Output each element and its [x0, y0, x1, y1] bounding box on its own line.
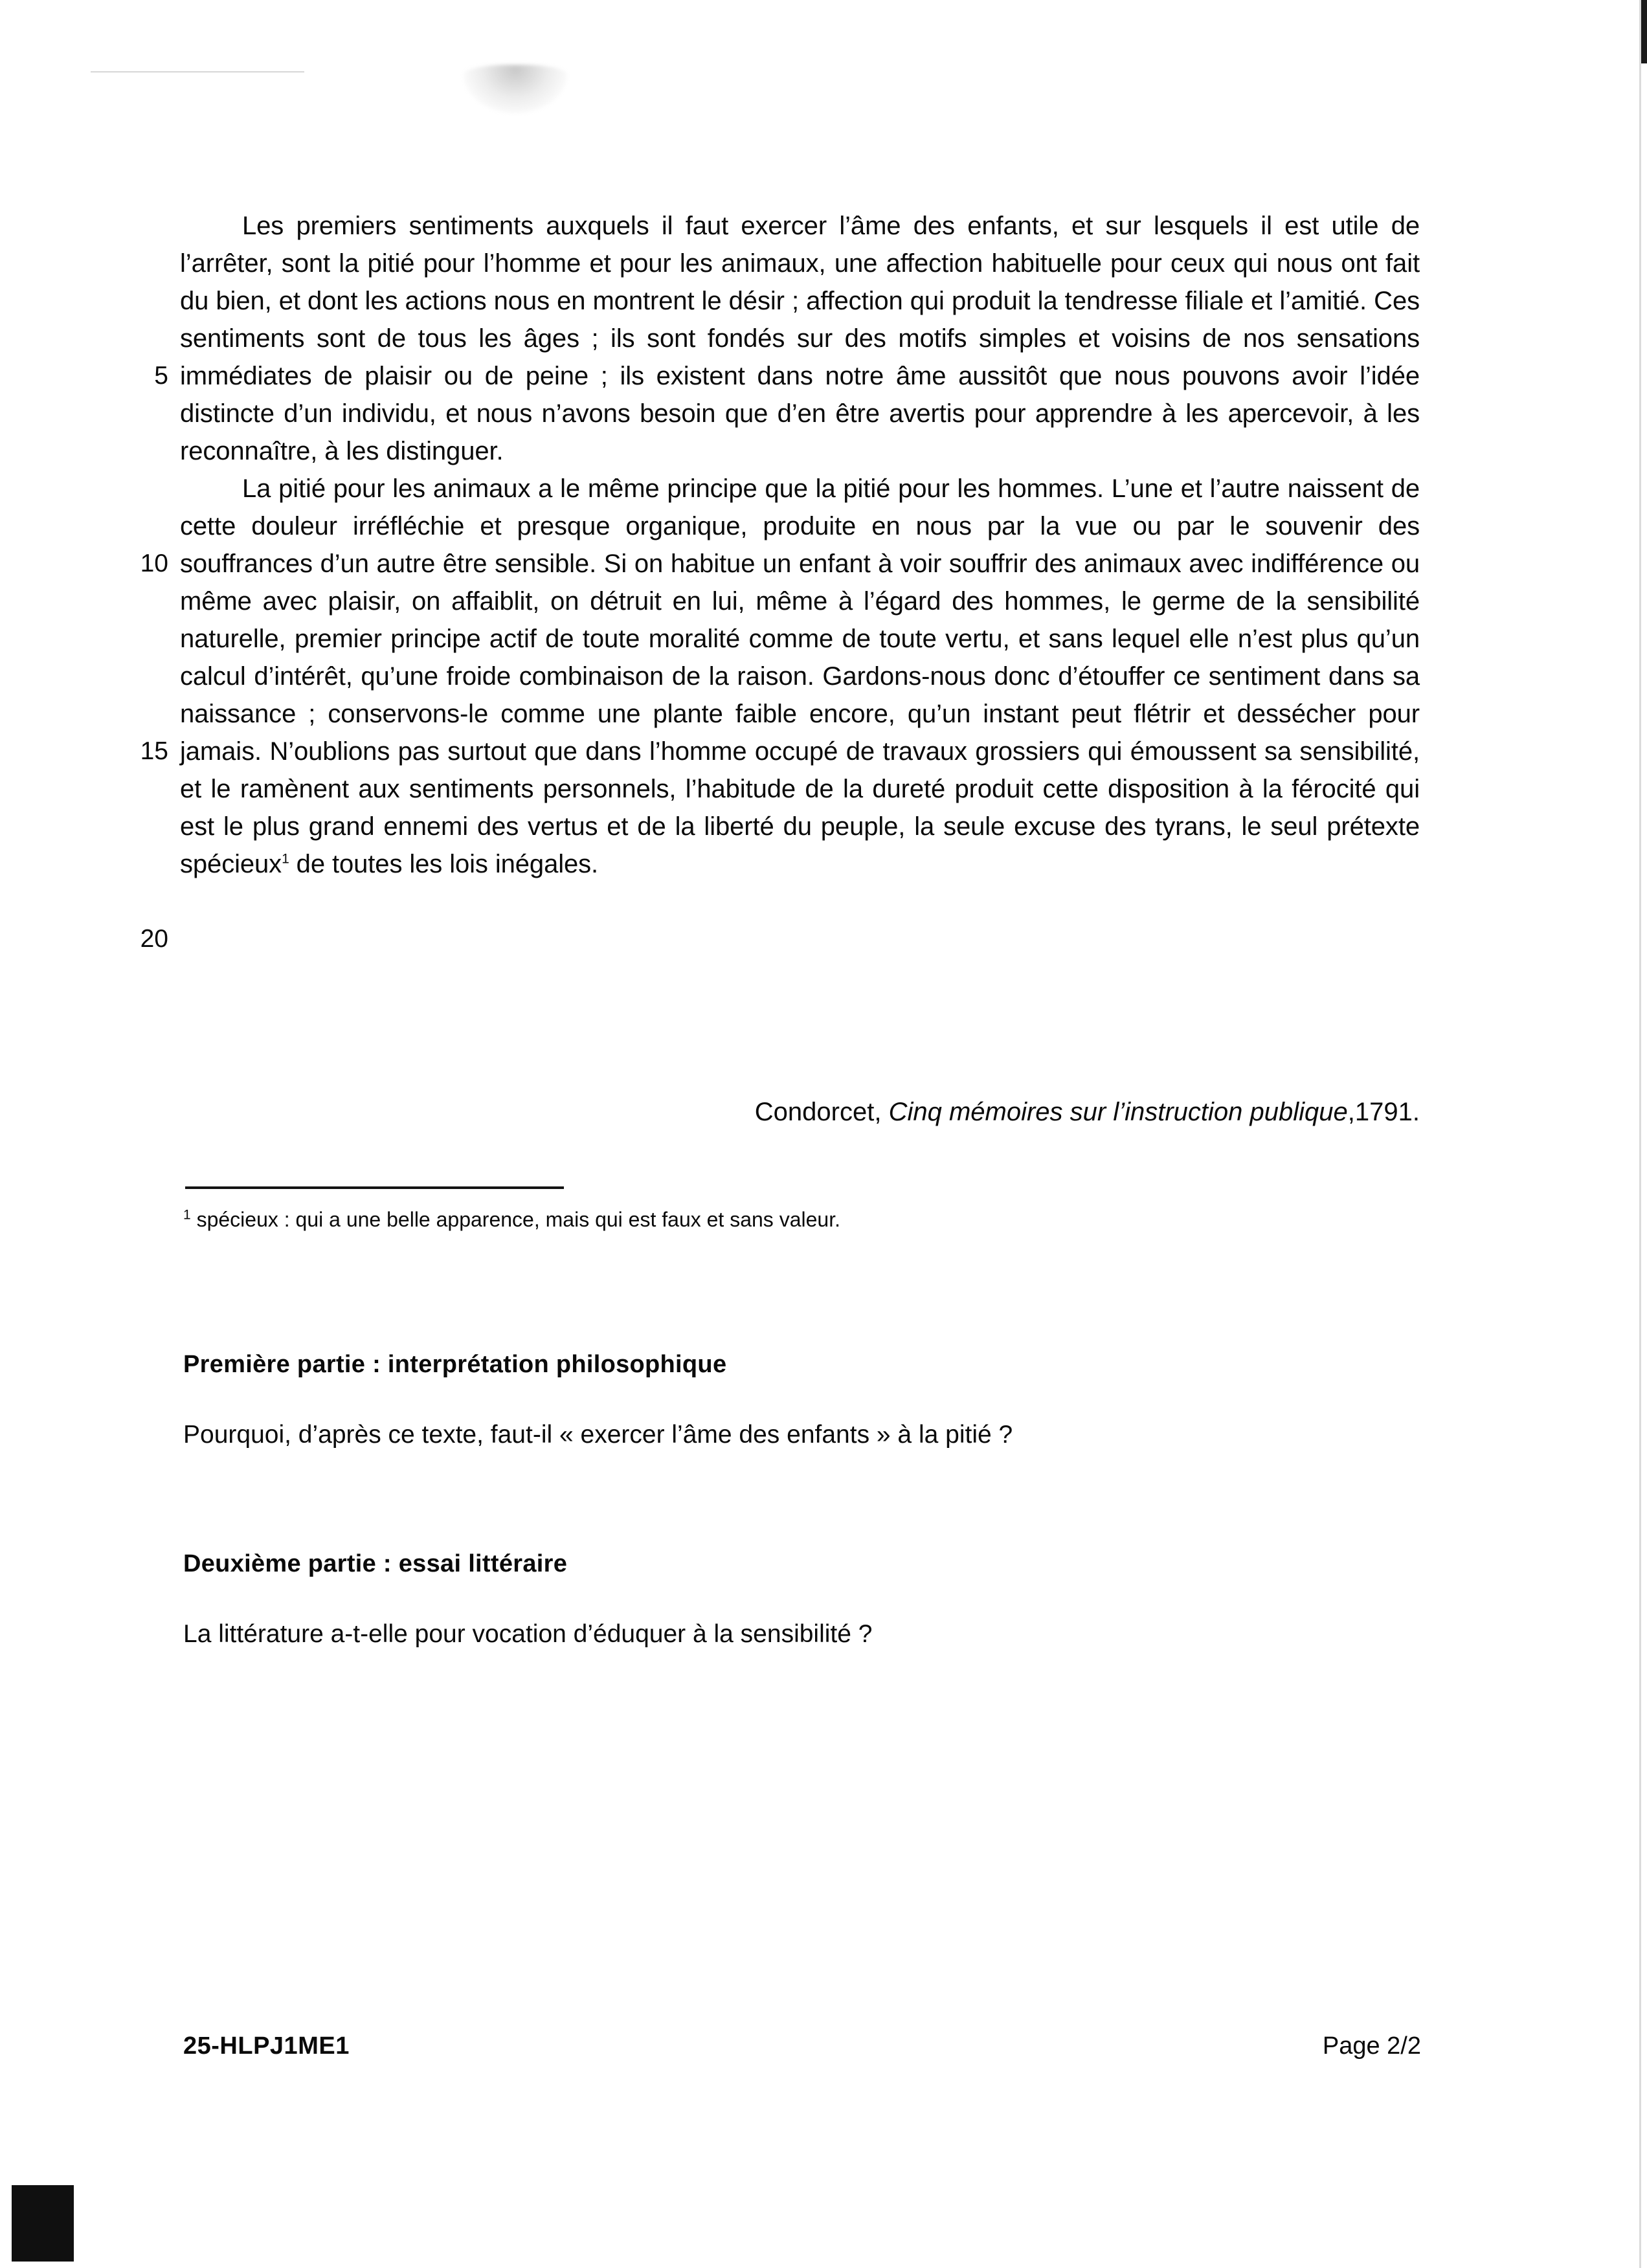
line-number [97, 770, 168, 808]
line-number [97, 320, 168, 357]
attribution-year: ,1791. [1347, 1098, 1420, 1126]
footnote-reference-marker: 1 [282, 851, 289, 867]
excerpt-text [180, 207, 1420, 883]
line-number [97, 695, 168, 733]
footnote [183, 1205, 1413, 1234]
line-number [97, 470, 168, 507]
exam-code: 25-HLPJ1ME1 [183, 2032, 350, 2060]
line-number [97, 883, 168, 920]
line-number [97, 395, 168, 432]
line-number [97, 583, 168, 620]
attribution-work-title: Cinq mémoires sur l’instruction publique [888, 1098, 1348, 1126]
scan-edge-right-line-artifact [1639, 0, 1641, 2268]
section-part-one [183, 1348, 1423, 1452]
line-number [97, 620, 168, 658]
line-number [97, 507, 168, 545]
line-number-gutter [97, 207, 168, 995]
line-number [97, 808, 168, 845]
excerpt-paragraph-2 [180, 470, 1420, 883]
line-number [97, 207, 168, 245]
line-number [97, 658, 168, 695]
scan-edge-right-artifact [1641, 0, 1647, 63]
scan-smudge-artifact [464, 65, 567, 113]
part-one-heading: Première partie : interprétation philosophique [183, 1351, 727, 1378]
attribution-author: Condorcet, [754, 1098, 889, 1126]
line-number-10: 10 [140, 550, 168, 577]
line-number [97, 958, 168, 995]
part-two-question: La littérature a-t-elle pour vocation d’éduquer à la sensibilité ? [183, 1620, 873, 1648]
footnote-text: spécieux : qui a une belle apparence, mais qui est faux et sans valeur. [190, 1208, 840, 1231]
line-number [97, 282, 168, 320]
line-number-15: 15 [140, 737, 168, 765]
excerpt-paragraph-2-tail: de toutes les lois inégales. [289, 850, 599, 878]
footnote-separator-rule [185, 1186, 564, 1189]
scan-faint-line-artifact [91, 71, 304, 72]
line-number-20: 20 [140, 925, 168, 953]
part-one-question: Pourquoi, d’après ce texte, faut-il « exercer l’âme des enfants » à la pitié ? [183, 1421, 1013, 1449]
scan-corner-black-artifact [12, 2185, 74, 2262]
excerpt-paragraph-1: Les premiers sentiments auxquels il faut exercer l’âme des enfants, et sur lesquels il est utile de l’arrêter, sont la pitié pour l’homme et pour les animaux, une affection habituelle pour ceux qui nous ont fait du bien, et dont les actions nous en montrent le désir ; affection qui produit la tendresse filiale et l’amitié. Ces sentiments sont de tous les âges ; ils sont fondés sur des motifs simples et voisins de nos sensations immédiates de plaisir ou de peine ; ils existent dans notre âme aussitôt que nous pouvons avoir l’idée distincte d’un individu, et nous n’avons besoin que d’en être avertis pour apprendre à les apercevoir, à les reconnaître, à les distinguer. [180, 212, 1420, 465]
excerpt-paragraph-2-body: La pitié pour les animaux a le même principe que la pitié pour les hommes. L’une et l’autre naissent de cette douleur irréfléchie et presque organique, produite en nous par la vue ou par le souvenir des souffrances d’un autre être sensible. Si on habitue un enfant à voir souffrir des animaux avec indifférence ou même avec plaisir, on affaiblit, on détruit en lui, même à l’égard des hommes, le germe de la sensibilité naturelle, premier principe actif de toute moralité comme de toute vertu, et sans lequel elle n’est plus qu’un calcul d’intérêt, qu’une froide combinaison de la raison. Gardons-nous donc d’étouffer ce sentiment dans sa naissance ; conservons-le comme une plante faible encore, qu’un instant peut flétrir et dessécher pour jamais. N’oublions pas surtout que dans l’homme occupé de travaux grossiers qui émoussent sa sensibilité, et le ramènent aux sentiments personnels, l’habitude de la dureté produit cette disposition à la férocité qui est le plus grand ennemi des vertus et de la liberté du peuple, la seule excuse des tyrans, le seul prétexte spécieux [180, 474, 1420, 878]
line-number-5: 5 [154, 362, 168, 390]
page-number: Page 2/2 [1322, 2032, 1421, 2060]
source-attribution [180, 1094, 1420, 1130]
line-number [97, 845, 168, 883]
line-number [97, 432, 168, 470]
section-part-two [183, 1547, 1423, 1652]
line-number [97, 245, 168, 282]
page-footer [183, 2032, 1421, 2060]
footnote-marker: 1 [183, 1207, 191, 1223]
part-two-heading: Deuxième partie : essai littéraire [183, 1550, 568, 1577]
